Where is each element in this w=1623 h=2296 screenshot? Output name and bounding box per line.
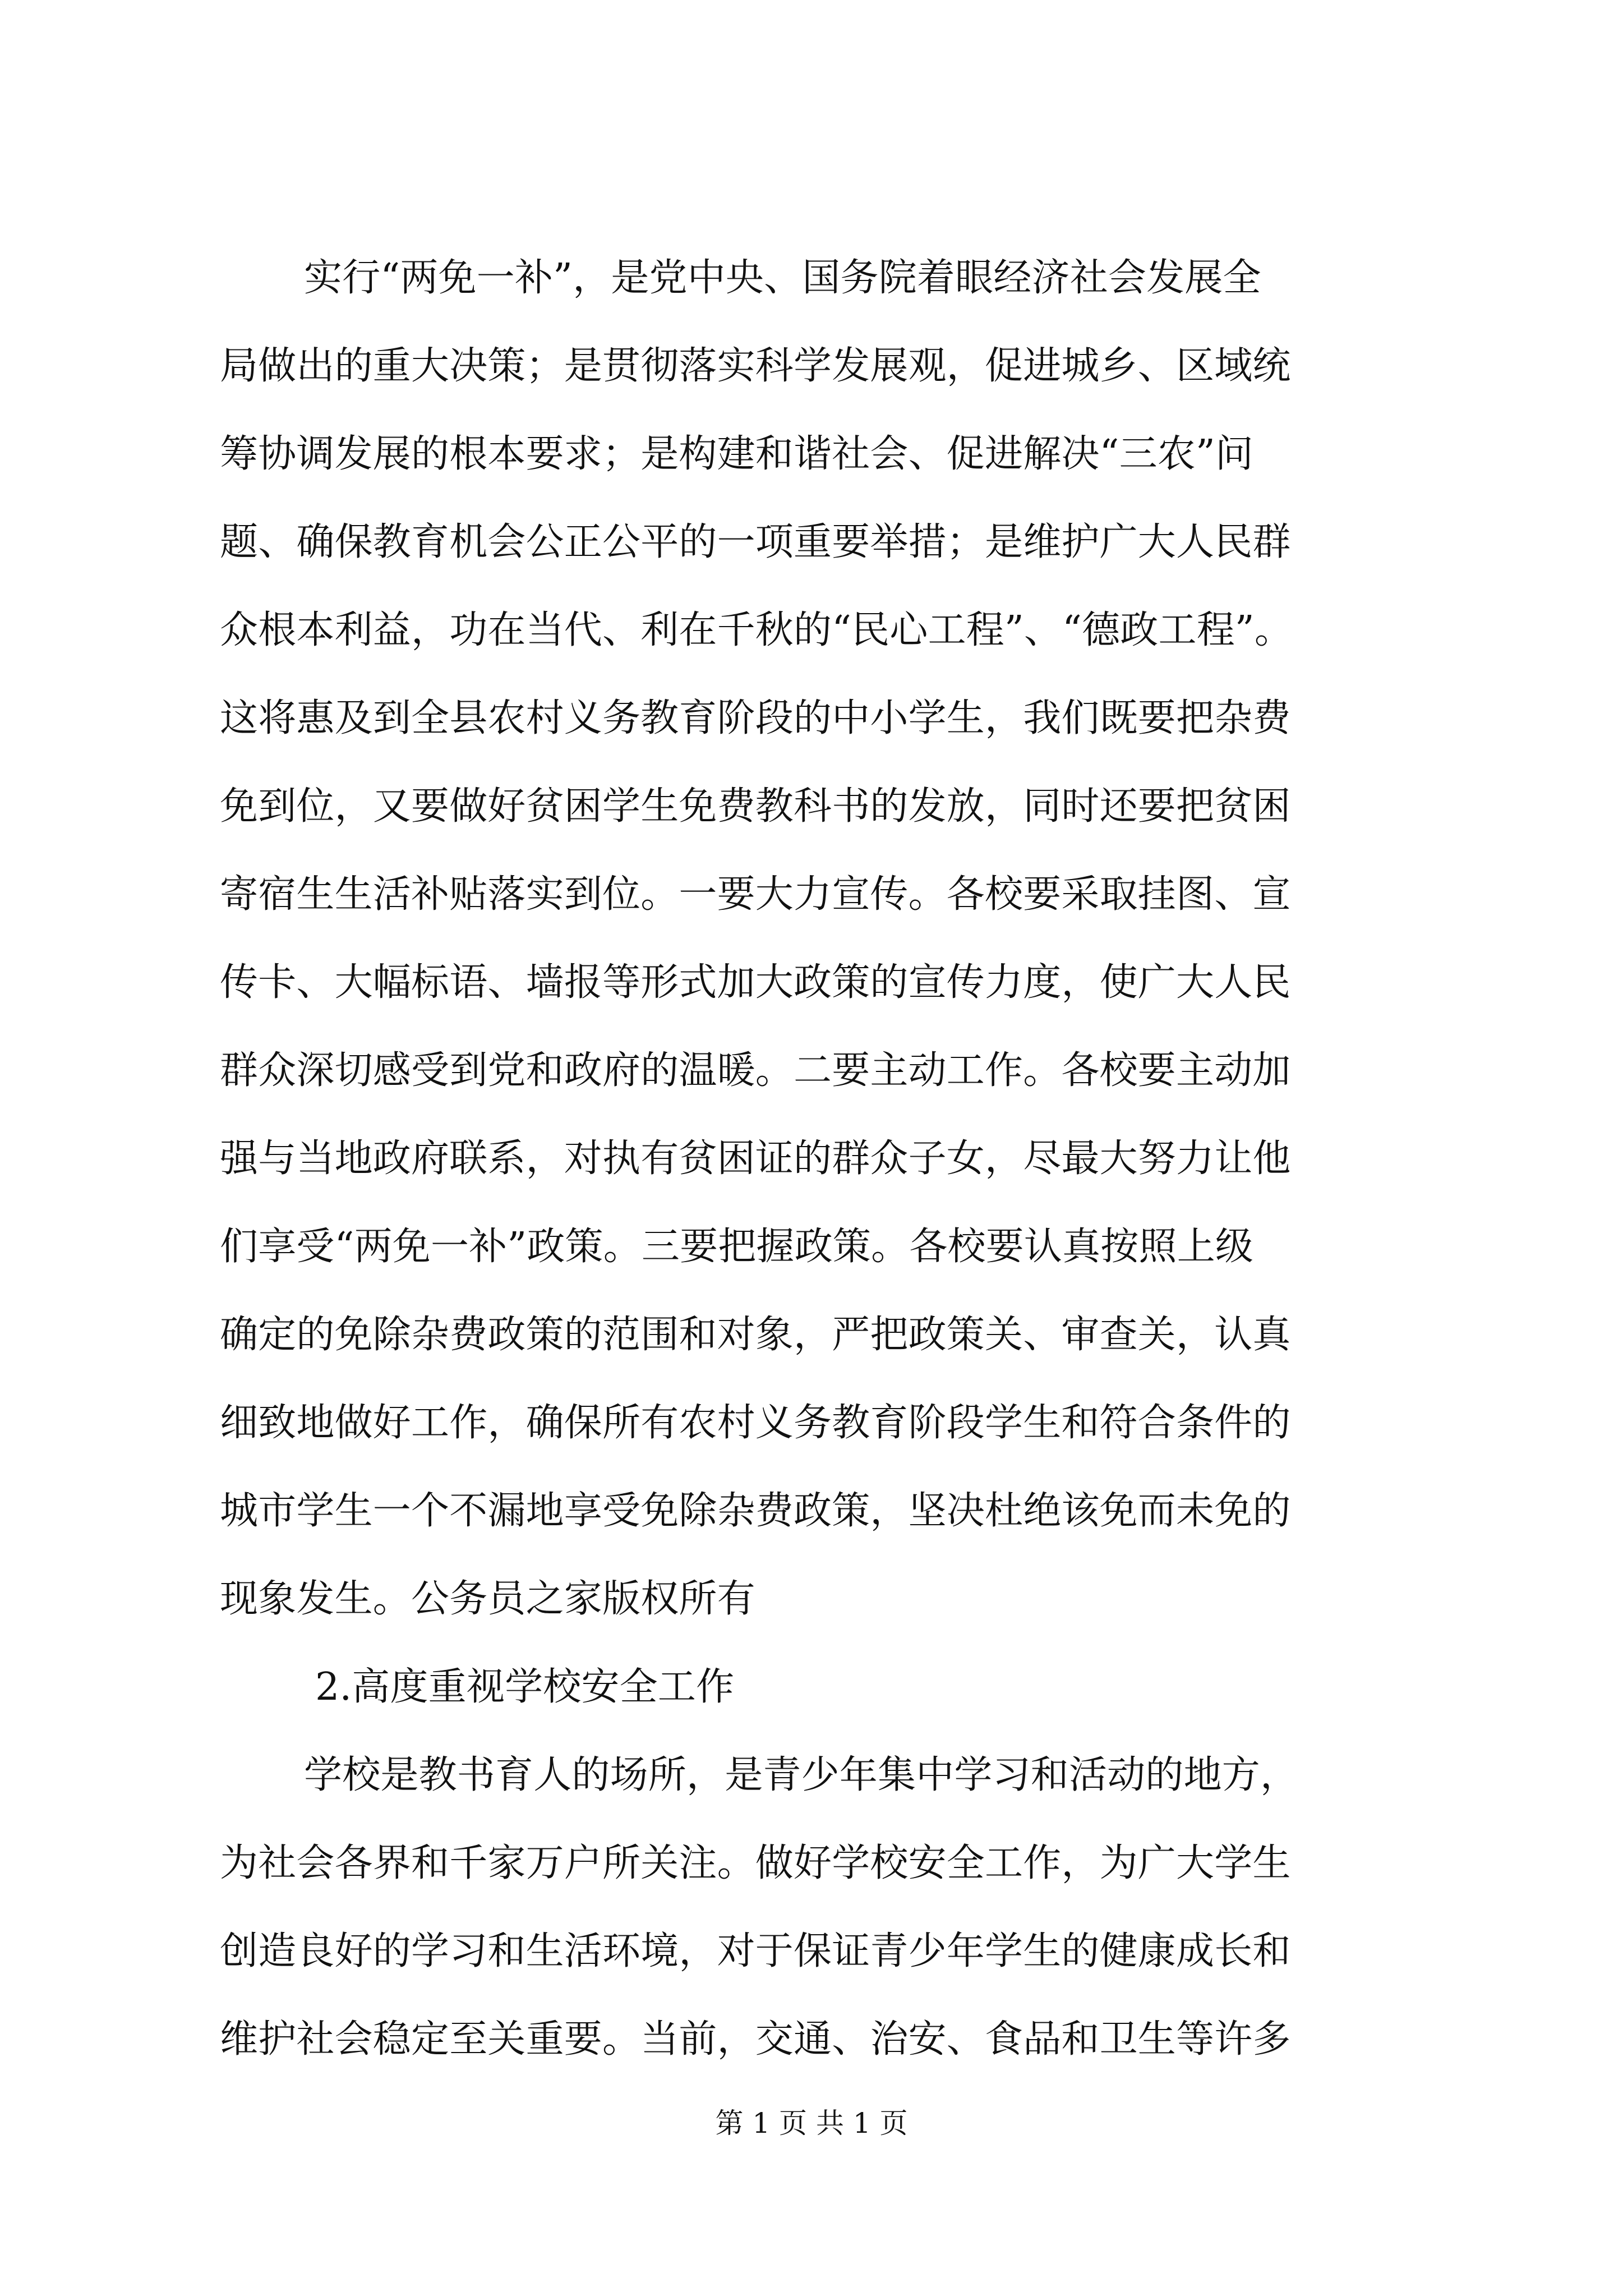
paragraph-line: 传卡、大幅标语、墙报等形式加大政策的宣传力度，使广大人民: [220, 960, 1291, 1005]
paragraph-line: 这将惠及到全县农村义务教育阶段的中小学生，我们既要把杂费: [220, 696, 1291, 740]
paragraph-line: 确定的免除杂费政策的范围和对象，严把政策关、审查关，认真: [220, 1313, 1291, 1357]
paragraph-line: 题、确保教育机会公正公平的一项重要举措；是维护广大人民群: [220, 520, 1291, 564]
page-footer: 第 1 页 共 1 页: [715, 2107, 908, 2139]
paragraph-line: 现象发生。公务员之家版权所有: [220, 1577, 755, 1621]
paragraph-line: 筹协调发展的根本要求；是构建和谐社会、促进解决“三农”问: [220, 432, 1254, 476]
paragraph-line: 免到位，又要做好贫困学生免费教科书的发放，同时还要把贫困: [220, 784, 1291, 829]
paragraph-line: 为社会各界和千家万户所关注。做好学校安全工作，为广大学生: [220, 1841, 1291, 1885]
paragraph-line: 维护社会稳定至关重要。当前，交通、治安、食品和卫生等许多: [220, 2017, 1291, 2062]
paragraph-line: 强与当地政府联系，对执有贫困证的群众子女，尽最大努力让他: [220, 1137, 1291, 1181]
paragraph-line: 实行“两免一补”，是党中央、国务院着眼经济社会发展全: [304, 256, 1261, 300]
paragraph-line: 群众深切感受到党和政府的温暖。二要主动工作。各校要主动加: [220, 1048, 1291, 1093]
paragraph-line: 创造良好的学习和生活环境，对于保证青少年学生的健康成长和: [220, 1929, 1291, 1973]
document-body: [220, 256, 1420, 2109]
paragraph-line: 局做出的重大决策；是贯彻落实科学发展观，促进城乡、区域统: [220, 344, 1291, 388]
paragraph-line: 寄宿生生活补贴落实到位。一要大力宣传。各校要采取挂图、宣: [220, 872, 1291, 917]
paragraph-line: 细致地做好工作，确保所有农村义务教育阶段学生和符合条件的: [220, 1401, 1291, 1445]
paragraph-line: 城市学生一个不漏地享受免除杂费政策，坚决杜绝该免而未免的: [220, 1489, 1291, 1533]
paragraph-line: 们享受“两免一补”政策。三要把握政策。各校要认真按照上级: [220, 1225, 1254, 1269]
section-heading: 2.高度重视学校安全工作: [315, 1665, 735, 1709]
paragraph-line: 学校是教书育人的场所，是青少年集中学习和活动的地方，: [304, 1753, 1299, 1797]
paragraph-line: 众根本利益，功在当代、利在千秋的“民心工程”、“德政工程”。: [220, 608, 1293, 652]
